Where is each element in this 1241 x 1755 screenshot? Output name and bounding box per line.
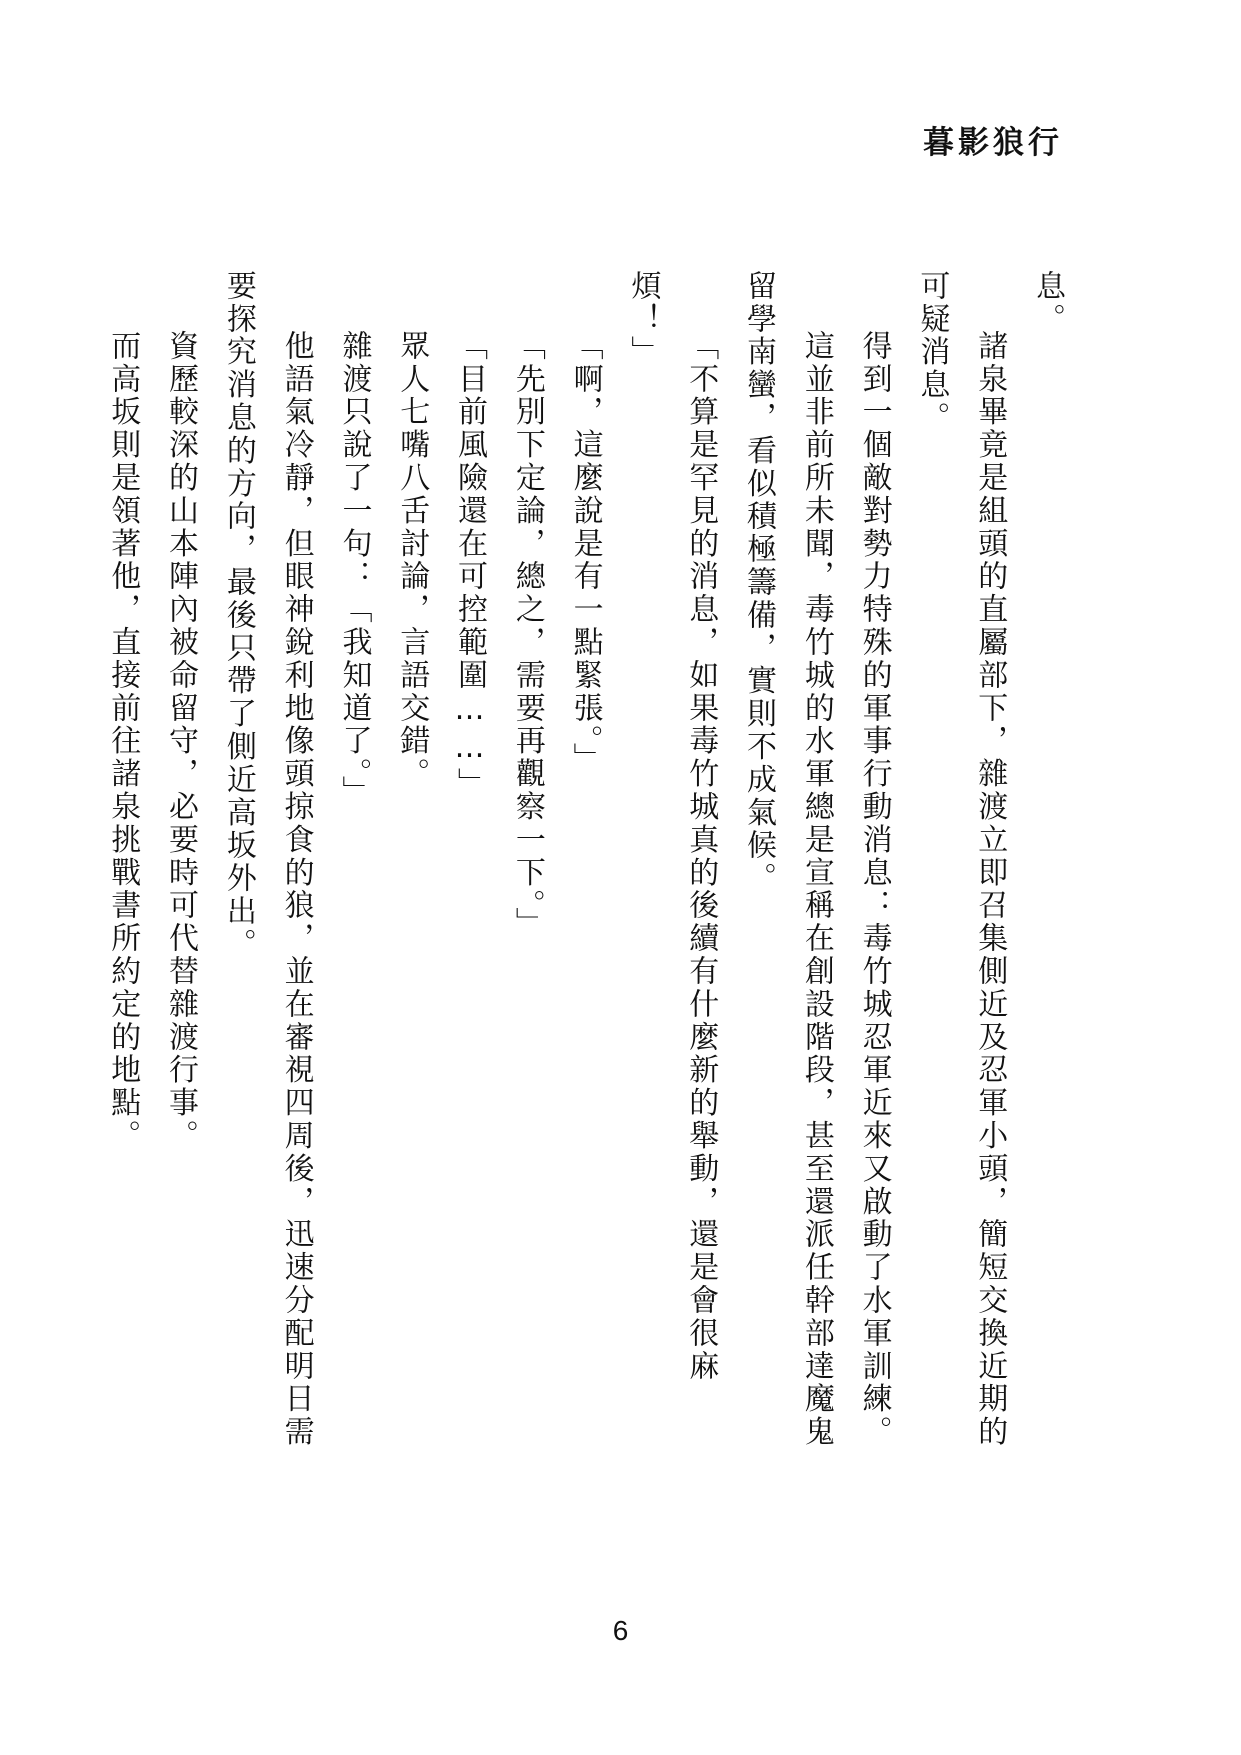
paragraph: 「先別下定論，總之，需要再觀察一下。」 [509, 330, 545, 941]
paragraph: 「目前風險還在可控範圍……」 [452, 330, 488, 801]
paragraph: 這並非前所未聞，毒竹城的水軍總是宣稱在創設階段，甚至還派任幹部達魔鬼留學南蠻，看似積極籌備，實則不成氣候。 [741, 270, 834, 1449]
paragraph: 得到一個敵對勢力特殊的軍事行動消息：毒竹城忍軍近來又啟動了水軍訓練。 [856, 330, 892, 1449]
paragraph: 諸泉畢竟是組頭的直屬部下，雜渡立即召集側近及忍軍小頭，簡短交換近期的可疑消息。 [914, 270, 1008, 1449]
paragraph: 「啊，這麼說是有一點緊張。」 [567, 330, 603, 776]
paragraph: 息。 [1030, 270, 1065, 336]
paragraph: 眾人七嘴八舌討論，言語交錯。 [394, 330, 430, 791]
page-number: 6 [612, 1615, 629, 1646]
paragraph: 而高坂則是領著他，直接前往諸泉挑戰書所約定的地點。 [105, 330, 141, 1153]
paragraph: 「不算是罕見的消息，如果毒竹城真的後續有什麼新的舉動，還是會很麻煩！」 [625, 270, 719, 1383]
paragraph: 資歷較深的山本陣內被命留守，必要時可代替雜渡行事。 [163, 330, 199, 1153]
vertical-body-text [105, 270, 1076, 1450]
running-header-title: 暮影狼行 [923, 125, 1063, 161]
paragraph: 他語氣冷靜，但眼神銳利地像頭掠食的狼，並在審視四周後，迅速分配明日需要探究消息的方向，最後只帶了側近高坂外出。 [220, 270, 314, 1449]
paragraph: 雜渡只說了一句：「我知道了。」 [336, 330, 372, 809]
